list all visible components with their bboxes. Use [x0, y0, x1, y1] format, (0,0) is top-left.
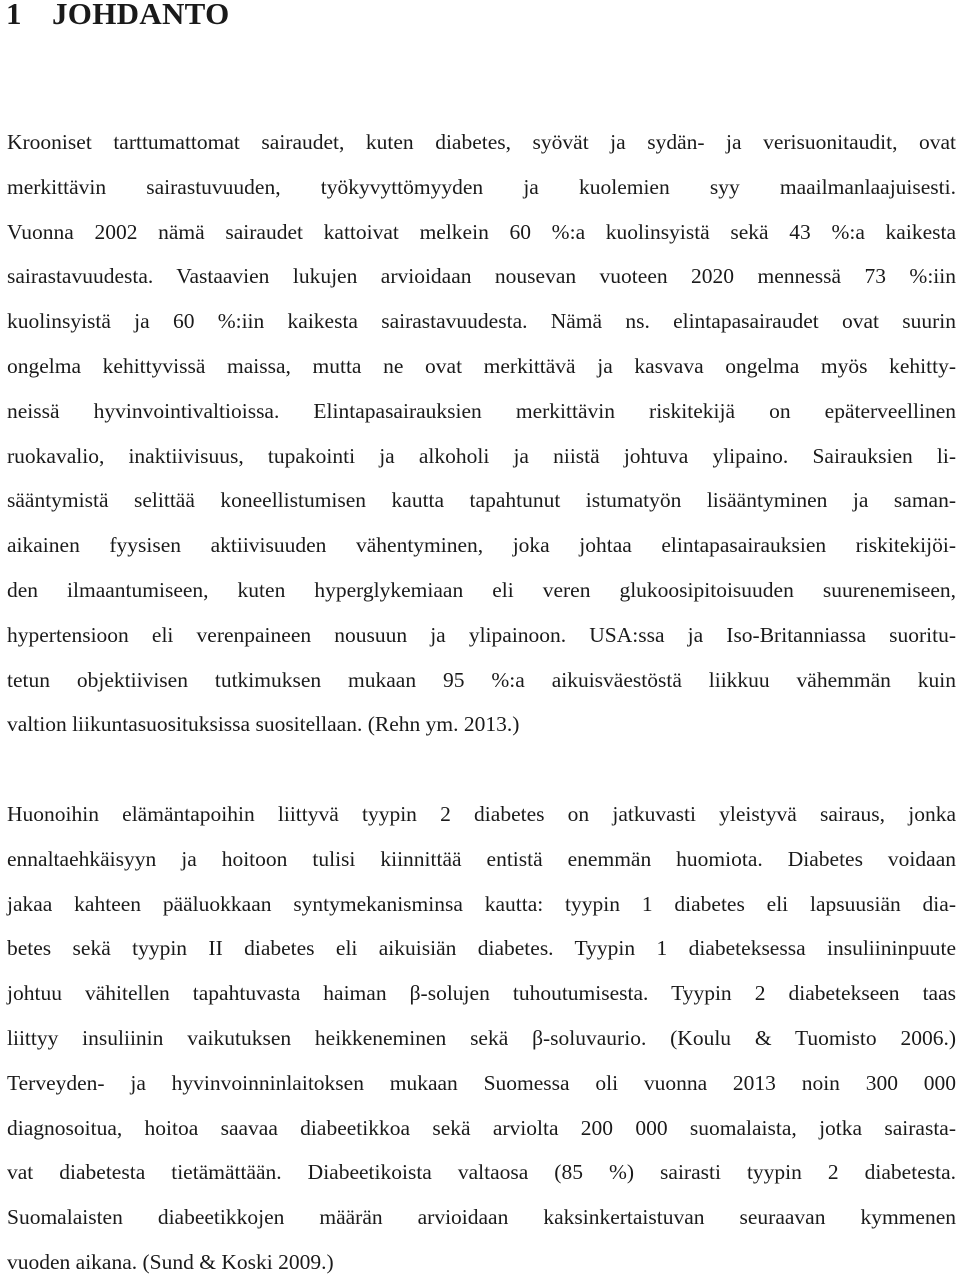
paragraph-1 — [7, 120, 956, 747]
paragraph-line: Vuonna 2002 nämä sairaudet kattoivat melkein 60 %:a kuolinsyistä sekä 43 %:a kaikesta — [7, 219, 956, 244]
paragraph-line: den ilmaantumiseen, kuten hyperglykemiaan eli veren glukoosipitoisuuden suurenemiseen, — [7, 577, 956, 602]
paragraph-line: vat diabetesta tietämättään. Diabeetikoista valtaosa (85 %) sairasti tyypin 2 diabetesta. — [7, 1160, 956, 1185]
paragraph-line: diagnosoitua, hoitoa saavaa diabeetikkoa sekä arviolta 200 000 suomalaista, jotka sairasta- — [7, 1115, 956, 1140]
paragraph-line: sairastavuudesta. Vastaavien lukujen arvioidaan nousevan vuoteen 2020 mennessä 73 %:iin — [7, 264, 956, 289]
section-title: JOHDANTO — [52, 0, 230, 31]
section-number: 1 — [6, 0, 22, 31]
paragraph-line: ongelma kehittyvissä maissa, mutta ne ovat merkittävä ja kasvava ongelma myös kehitty- — [7, 353, 956, 378]
paragraph-line: ennaltaehkäisyyn ja hoitoon tulisi kiinnittää entistä enemmän huomiota. Diabetes voidaan — [7, 846, 956, 871]
paragraph-line: kuolinsyistä ja 60 %:iin kaikesta sairastavuudesta. Nämä ns. elintapasairaudet ovat suurin — [7, 309, 956, 334]
paragraph-line: sääntymistä selittää koneellistumisen kautta tapahtunut istumatyön lisääntyminen ja saman- — [7, 488, 956, 513]
paragraph-2 — [7, 792, 956, 1285]
paragraph-line: aikainen fyysisen aktiivisuuden vähentyminen, joka johtaa elintapasairauksien riskitekijöi- — [7, 533, 956, 558]
paragraph-line: Huonoihin elämäntapoihin liittyvä tyypin 2 diabetes on jatkuvasti yleistyvä sairaus, jonka — [7, 802, 956, 826]
paragraph-line: jakaa kahteen pääluokkaan syntymekanisminsa kautta: tyypin 1 diabetes eli lapsuusiän dia- — [7, 891, 956, 916]
paragraph-line: ruokavalio, inaktiivisuus, tupakointi ja alkoholi ja niistä johtuva ylipaino. Sairauksien li- — [7, 443, 956, 468]
paragraph-line: hypertensioon eli verenpaineen nousuun ja ylipainoon. USA:ssa ja Iso-Britanniassa suoritu- — [7, 622, 956, 647]
section-heading — [6, 0, 230, 34]
paragraph-line: Terveyden- ja hyvinvoinninlaitoksen mukaan Suomessa oli vuonna 2013 noin 300 000 — [7, 1070, 956, 1095]
paragraph-line: neissä hyvinvointivaltioissa. Elintapasairauksien merkittävin riskitekijä on epäterveellinen — [7, 398, 956, 423]
paragraph-line: merkittävin sairastuvuuden, työkyvyttömyyden ja kuolemien syy maailmanlaajuisesti. — [7, 174, 956, 199]
paragraph-line: liittyy insuliinin vaikutuksen heikkeneminen sekä β-soluvaurio. (Koulu & Tuomisto 2006.) — [7, 1025, 956, 1050]
paragraph-line: betes sekä tyypin II diabetes eli aikuisiän diabetes. Tyypin 1 diabeteksessa insuliininpuute — [7, 936, 956, 961]
paragraph-line: tetun objektiivisen tutkimuksen mukaan 95 %:a aikuisväestöstä liikkuu vähemmän kuin — [7, 667, 956, 692]
paragraph-line: vuoden aikana. (Sund & Koski 2009.) — [7, 1249, 334, 1274]
paragraph-line: valtion liikuntasuosituksissa suositellaan. (Rehn ym. 2013.) — [7, 712, 520, 737]
paragraph-line: johtuu vähitellen tapahtuvasta haiman β-solujen tuhoutumisesta. Tyypin 2 diabetekseen taas — [7, 981, 956, 1006]
paragraph-line: Krooniset tarttumattomat sairaudet, kuten diabetes, syövät ja sydän- ja verisuonitaudit, ovat — [7, 130, 956, 154]
paragraph-line: Suomalaisten diabeetikkojen määrän arvioidaan kaksinkertaistuvan seuraavan kymmenen — [7, 1205, 956, 1230]
